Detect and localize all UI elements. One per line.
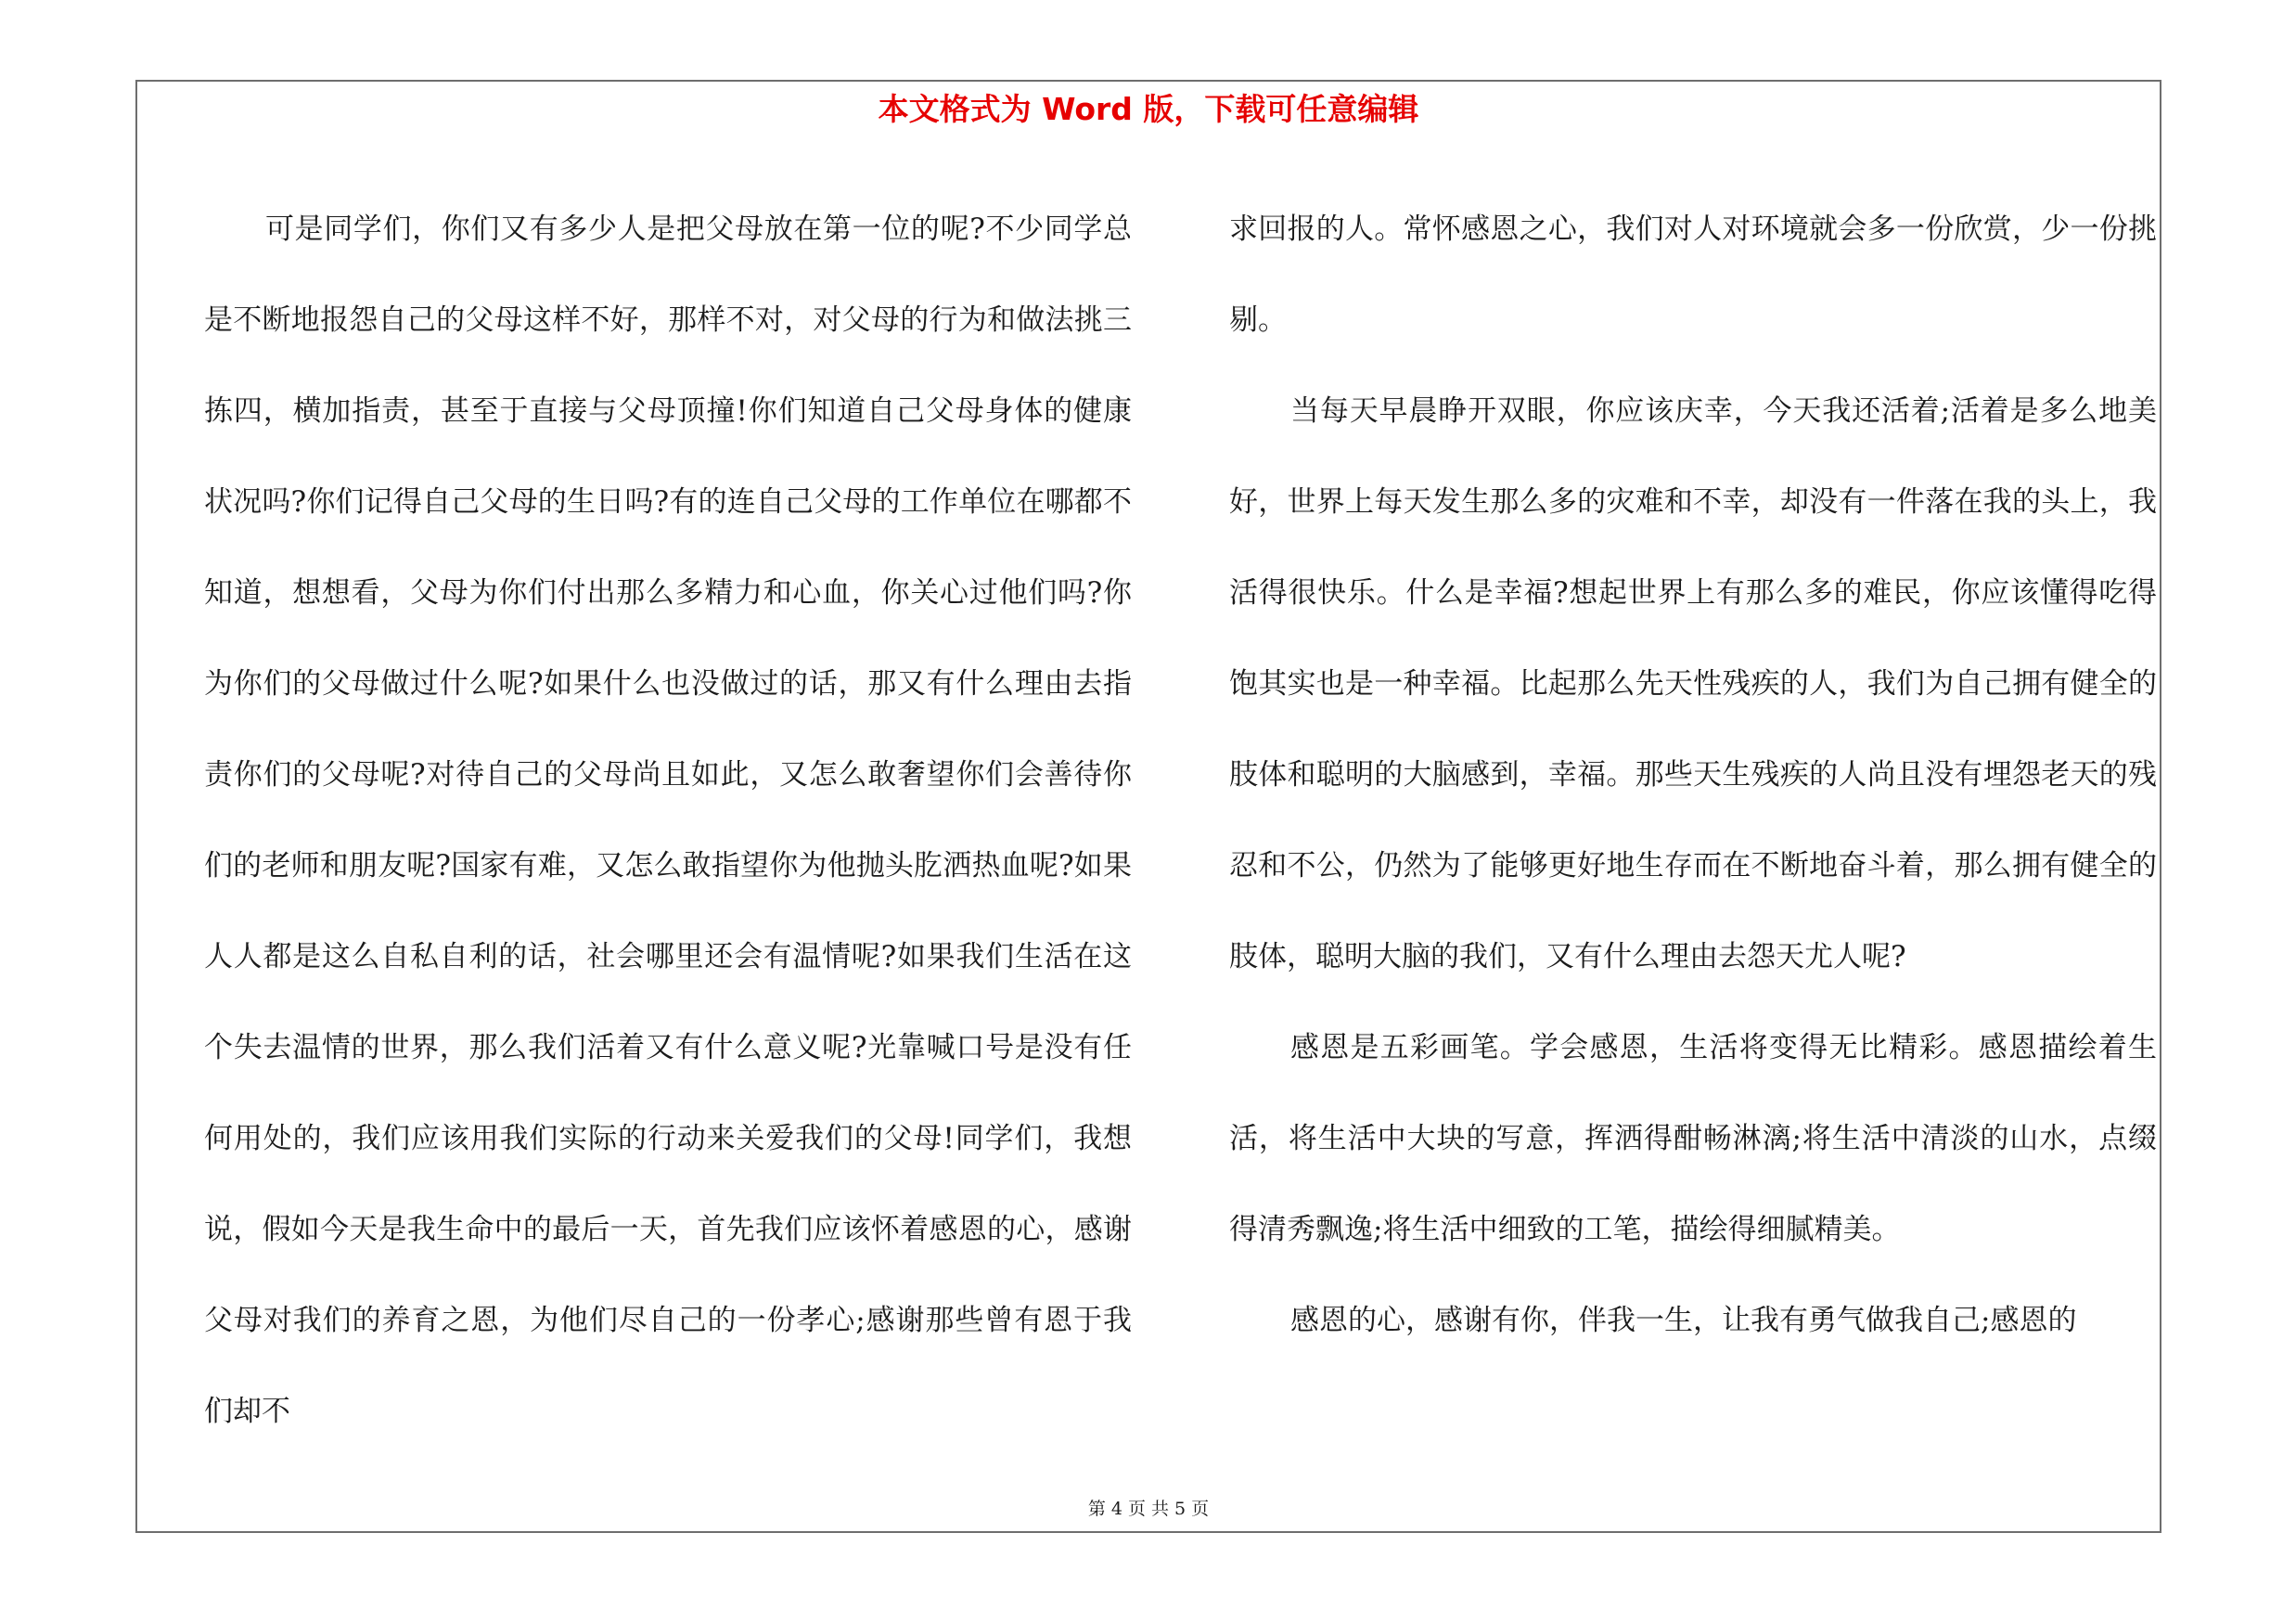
paragraph-colorful-brush: 感恩是五彩画笔。学会感恩，生活将变得无比精彩。感恩描绘着生活，将生活中大块的写意，挥洒得酣畅淋漓;将生活中清淡的山水，点缀得清秀飘逸;将生活中细致的工笔，描绘得细腻精美。 xyxy=(1229,1031,2157,1246)
word-format-notice: 本文格式为 Word 版，下载可任意编辑 xyxy=(878,91,1419,127)
paragraph-happiness: 当每天早晨睁开双眼，你应该庆幸，今天我还活着;活着是多么地美好，世界上每天发生那么多的灾难和不幸，却没有一件落在我的头上，我活得很快乐。什么是幸福?想起世界上有那么多的难民，你应该懂得吃得饱其实也是一种幸福。比起那么先天性残疾的人，我们为自己拥有健全的肢体和聪明的大脑感到，幸福。那些天生残疾的人尚且没有埋怨老天的残忍和不公，仍然为了能够更好地生存而在不断地奋斗着，那么拥有健全的肢体，聪明大脑的我们，又有什么理由去怨天尤人呢? xyxy=(1229,394,2157,973)
paragraph-grateful-heart: 感恩的心，感谢有你，伴我一生，让我有勇气做我自己;感恩的 xyxy=(1290,1304,2077,1337)
paragraph-parents: 可是同学们，你们又有多少人是把父母放在第一位的呢?不少同学总是不断地报怨自己的父母这样不好，那样不对，对父母的行为和做法挑三拣四，横加指责，甚至于直接与父母顶撞!你们知道自己父母身体的健康状况吗?你们记得自己父母的生日吗?有的连自己父母的工作单位在哪都不知道，想想看，父母为你们付出那么多精力和心血，你关心过他们吗?你为你们的父母做过什么呢?如果什么也没做过的话，那又有什么理由去指责你们的父母呢?对待自己的父母尚且如此，又怎么敢奢望你们会善待你们的老师和朋友呢?国家有难，又怎么敢指望你为他抛头肐洒热血呢?如果人人都是这么自私自利的话，社会哪里还会有温情呢?如果我们生活在这个失去温情的世界，那么我们活着又有什么意义呢?光靠喊口号是没有任何用处的，我们应该用我们实际的行动来关爱我们的父母!同学们，我想说，假如今天是我生命中的最后一天，首先我们应该怀着感恩的心，感谢父母对我们的养育之恩，为他们尽自己的一份孝心;感谢那些曾有恩于我们却不 xyxy=(204,213,1132,1428)
paragraph-continuation: 求回报的人。常怀感恩之心，我们对人对环境就会多一份欣赏，少一份挑剔。 xyxy=(1229,213,2157,337)
page-number: 第 4 页 共 5 页 xyxy=(1087,1499,1210,1519)
right-column xyxy=(1229,184,2157,1366)
left-column xyxy=(204,184,1132,1457)
